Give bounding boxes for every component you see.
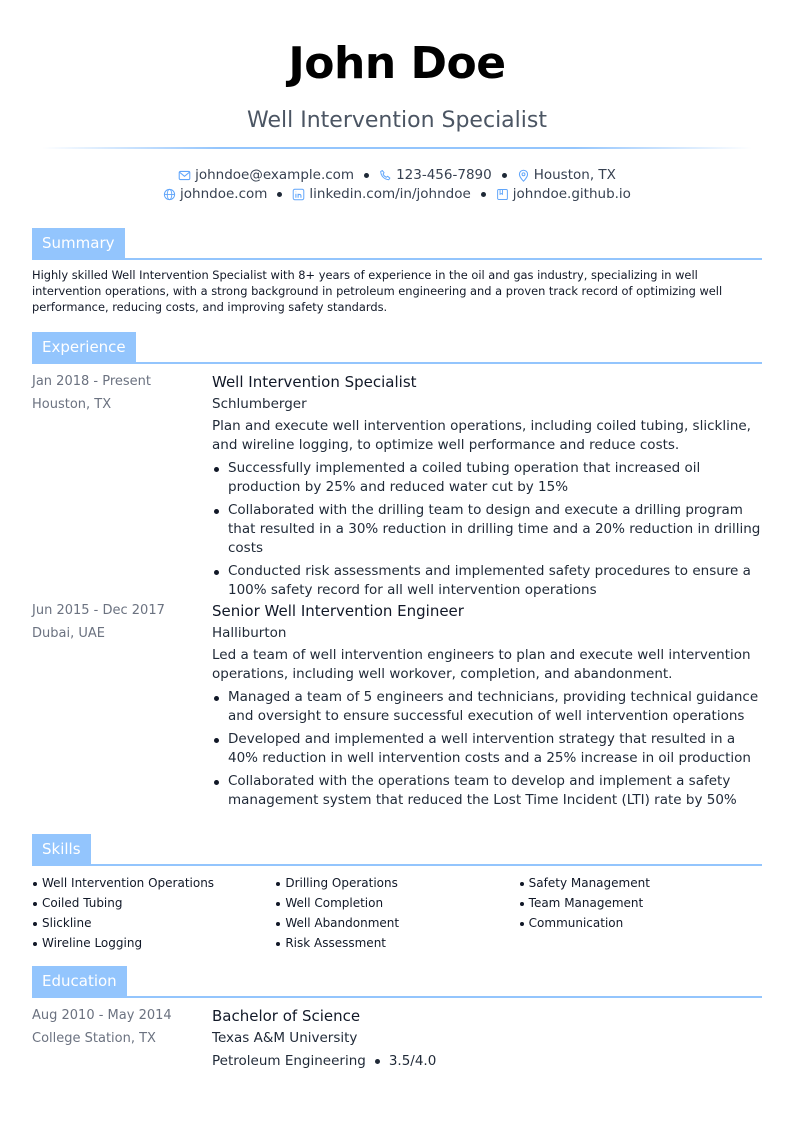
job-title: Well Intervention Specialist [247, 108, 547, 133]
list-item: Managed a team of 5 engineers and technicians, providing technical guidance and oversight to ensure successful execution of well intervention operations [212, 688, 762, 726]
skill-item: Coiled Tubing [32, 893, 275, 913]
experience-dates: Jan 2018 - Present [32, 374, 151, 389]
section-title: Education [32, 966, 127, 996]
experience-bullets [212, 688, 762, 810]
contact-email[interactable]: johndoe@example.com [178, 166, 354, 184]
experience-bullets [212, 459, 762, 600]
education-field: Petroleum Engineering [212, 1053, 366, 1069]
globe-icon [163, 188, 176, 201]
skills-column [32, 873, 275, 953]
contact-github[interactable]: johndoe.github.io [496, 185, 631, 203]
education-dates: Aug 2010 - May 2014 [32, 1008, 172, 1023]
separator-dot [502, 173, 507, 178]
skill-item: Well Intervention Operations [32, 873, 275, 893]
contact-row-1 [32, 166, 762, 184]
section-title: Skills [32, 834, 91, 864]
skill-item: Well Abandonment [275, 913, 518, 933]
github-icon [496, 188, 509, 201]
list-item: Collaborated with the operations team to develop and implement a safety management system that reduced the Lost Time Incident (LTI) rate by 50% [212, 772, 762, 810]
contact-linkedin[interactable]: linkedin.com/in/johndoe [292, 185, 470, 203]
skills-column [519, 873, 762, 953]
separator-dot [277, 192, 282, 197]
section-skills-header [32, 834, 762, 866]
experience-company: Schlumberger [212, 396, 307, 412]
experience-company: Halliburton [212, 625, 287, 641]
section-rule [32, 996, 762, 998]
title-divider [42, 147, 752, 149]
section-summary-header [32, 228, 762, 260]
section-experience-header [32, 332, 762, 364]
contact-row-2 [32, 185, 762, 203]
linkedin-icon [292, 188, 305, 201]
summary-text: Highly skilled Well Intervention Specialist with 8+ years of experience in the oil and gas industry, specializing in well intervention operations, with a strong background in petroleum engineering and a proven track record of optimizing well performance, reducing costs, and improving safety standards. [32, 268, 723, 314]
skills-column [275, 873, 518, 953]
experience-description: Led a team of well intervention engineers to plan and execute well intervention operations, including well workover, completion, and abandonment. [212, 647, 751, 682]
section-rule [32, 864, 762, 866]
contact-location: Houston, TX [517, 166, 616, 184]
list-item: Collaborated with the drilling team to design and execute a drilling program that resulted in a 30% reduction in drilling time and a 20% reduction in drilling costs [212, 501, 762, 558]
separator-dot [375, 1059, 380, 1064]
education-degree: Bachelor of Science [212, 1007, 361, 1025]
skills-grid [32, 873, 762, 953]
location-pin-icon [517, 169, 530, 182]
contact-phone[interactable]: 123-456-7890 [379, 166, 492, 184]
experience-dates: Jun 2015 - Dec 2017 [32, 603, 165, 618]
skill-item: Safety Management [519, 873, 762, 893]
mail-icon [178, 169, 191, 182]
skill-item: Slickline [32, 913, 275, 933]
experience-role: Senior Well Intervention Engineer [212, 602, 464, 620]
list-item: Successfully implemented a coiled tubing operation that increased oil production by 25% and reduced water cut by 15% [212, 459, 762, 497]
experience-location: Houston, TX [32, 397, 112, 412]
education-gpa: 3.5/4.0 [388, 1053, 437, 1069]
section-education-header [32, 966, 762, 998]
education-location: College Station, TX [32, 1031, 156, 1046]
section-rule [32, 362, 762, 364]
contact-website[interactable]: johndoe.com [163, 185, 267, 203]
education-school: Texas A&M University [212, 1030, 358, 1046]
skill-item: Well Completion [275, 893, 518, 913]
section-title: Experience [32, 332, 136, 362]
skill-item: Wireline Logging [32, 933, 275, 953]
section-rule [32, 258, 762, 260]
section-title: Summary [32, 228, 125, 258]
experience-description: Plan and execute well intervention operations, including coiled tubing, slickline, and wireline logging, to optimize well performance and reduce costs. [212, 418, 751, 453]
phone-icon [379, 169, 392, 182]
skill-item: Risk Assessment [275, 933, 518, 953]
candidate-name: John Doe [288, 38, 506, 89]
list-item: Developed and implemented a well intervention strategy that resulted in a 40% reduction in well intervention costs and a 25% increase in oil production [212, 730, 762, 768]
education-details [212, 1051, 762, 1071]
skill-item: Drilling Operations [275, 873, 518, 893]
skill-item: Team Management [519, 893, 762, 913]
skill-item: Communication [519, 913, 762, 933]
separator-dot [364, 173, 369, 178]
separator-dot [481, 192, 486, 197]
list-item: Conducted risk assessments and implemented safety procedures to ensure a 100% safety record for all well intervention operations [212, 562, 762, 600]
experience-location: Dubai, UAE [32, 626, 105, 641]
experience-role: Well Intervention Specialist [212, 373, 417, 391]
